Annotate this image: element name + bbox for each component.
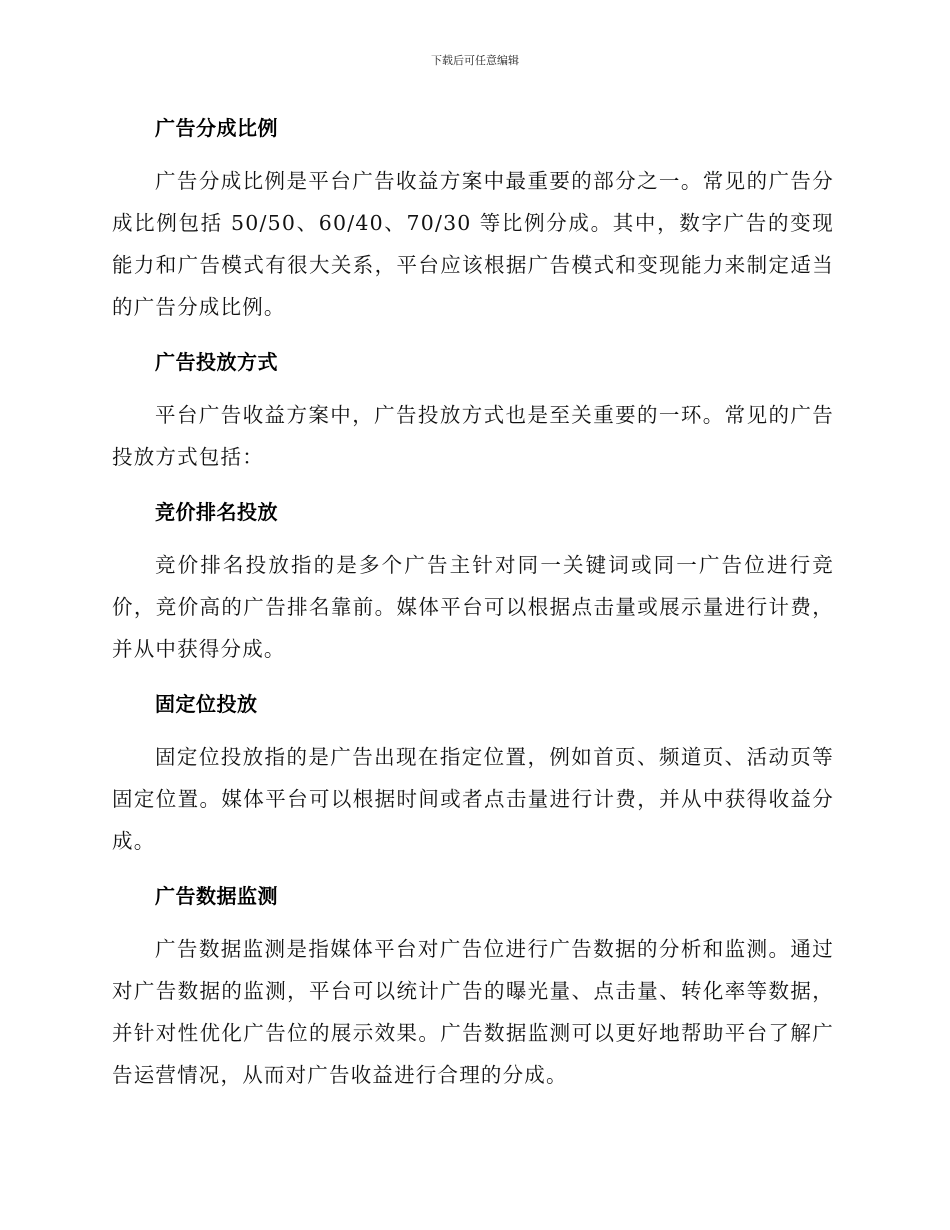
section-paragraph: 广告分成比例是平台广告收益方案中最重要的部分之一。常见的广告分成比例包括 50/50、60/40、70/30 等比例分成。其中，数字广告的变现能力和广告模式有很大关系，平台应该根据广告模式和变现能力来制定适当的广告分成比例。	[112, 169, 834, 319]
section-heading: 广告投放方式	[155, 350, 278, 374]
section-paragraph: 广告数据监测是指媒体平台对广告位进行广告数据的分析和监测。通过对广告数据的监测，平台可以统计广告的曝光量、点击量、转化率等数据，并针对性优化广告位的展示效果。广告数据监测可以更好地帮助平台了解广告运营情况，从而对广告收益进行合理的分成。	[112, 937, 834, 1087]
section-bidding-ranking	[112, 492, 834, 670]
page-header: 下载后可任意编辑	[431, 54, 519, 67]
section-paragraph: 竞价排名投放指的是多个广告主针对同一关键词或同一广告位进行竞价，竞价高的广告排名靠前。媒体平台可以根据点击量或展示量进行计费，并从中获得分成。	[112, 553, 834, 661]
section-heading: 广告数据监测	[155, 884, 278, 908]
section-fixed-position	[112, 684, 834, 862]
section-heading: 固定位投放	[155, 692, 258, 716]
section-ad-data-monitoring	[112, 876, 834, 1096]
section-paragraph: 固定位投放指的是广告出现在指定位置，例如首页、频道页、活动页等固定位置。媒体平台可以根据时间或者点击量进行计费，并从中获得收益分成。	[112, 745, 834, 853]
section-heading: 竞价排名投放	[155, 500, 278, 524]
section-heading: 广告分成比例	[155, 116, 278, 140]
section-ad-revenue-share	[112, 108, 834, 328]
section-paragraph: 平台广告收益方案中，广告投放方式也是至关重要的一环。常见的广告投放方式包括：	[112, 403, 834, 469]
document-body	[112, 108, 834, 1110]
section-ad-delivery-method	[112, 342, 834, 478]
